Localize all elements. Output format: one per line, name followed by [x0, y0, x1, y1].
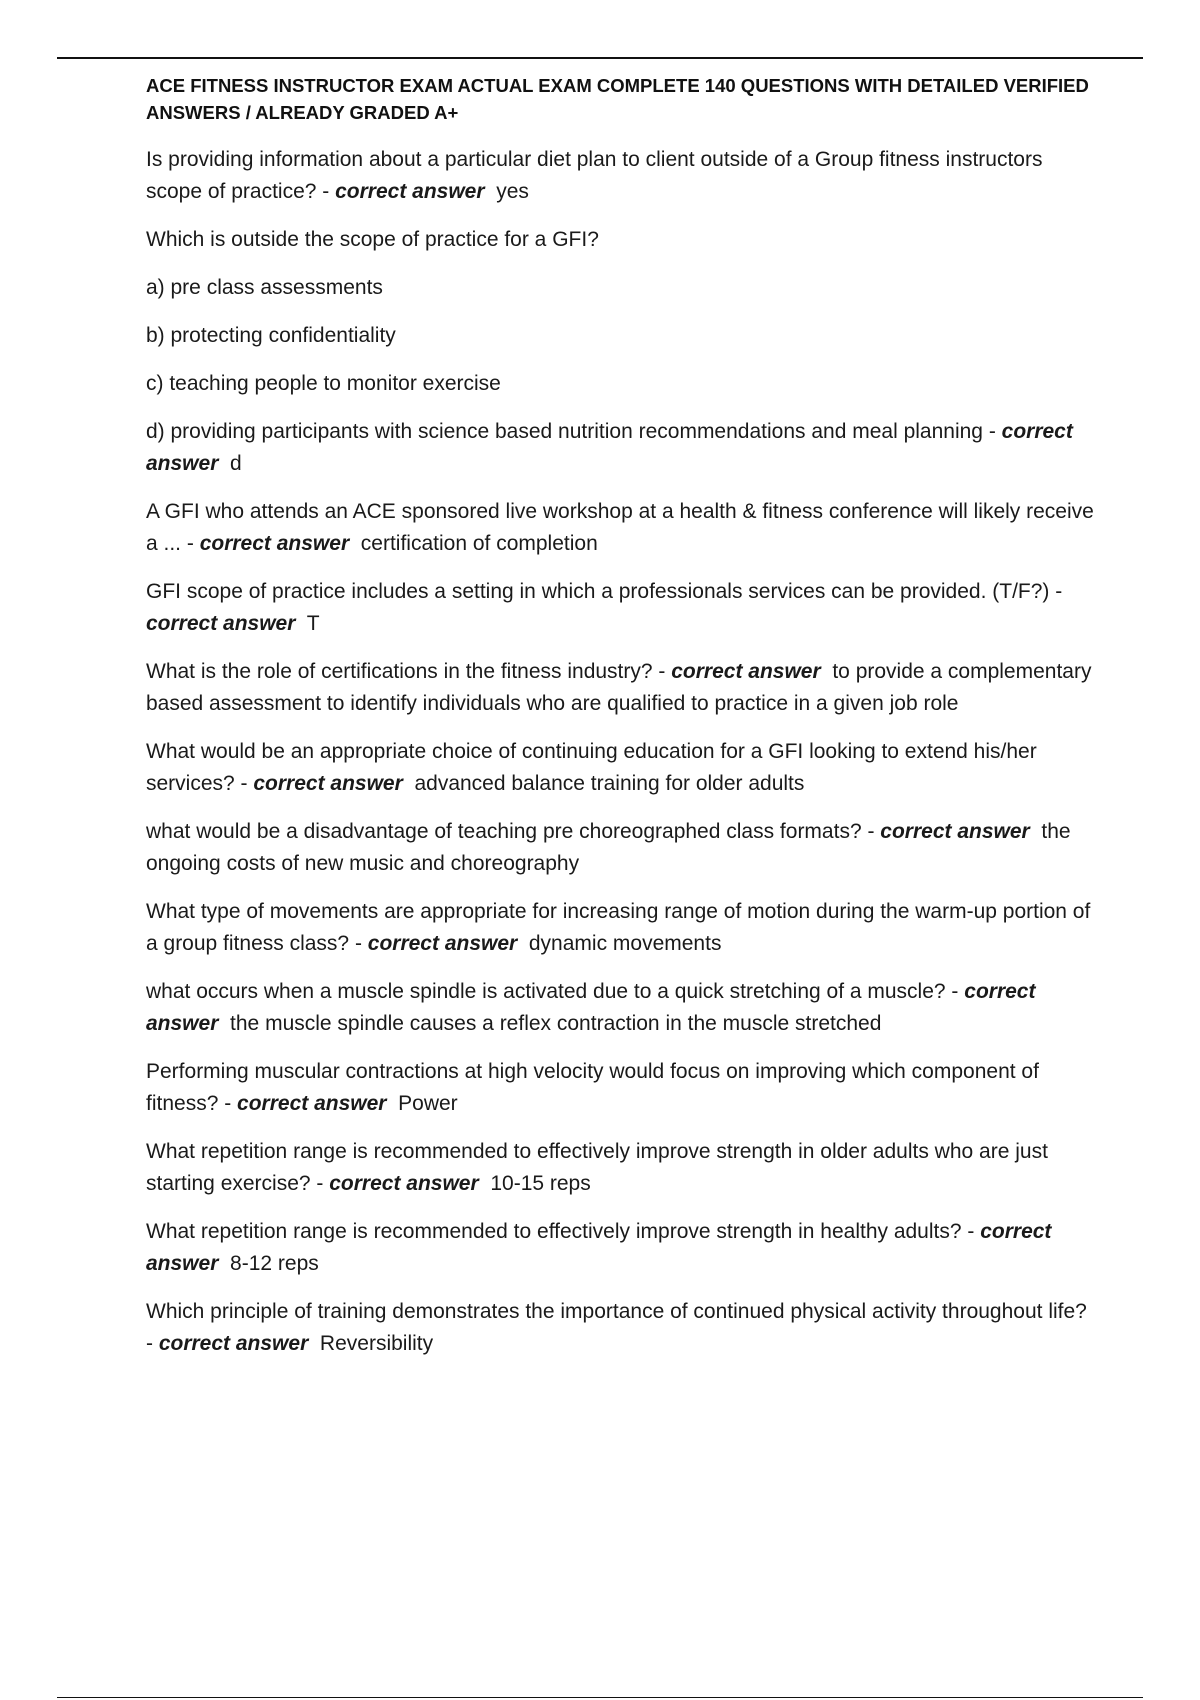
qa-entry: What would be an appropriate choice of continuing education for a GFI looking to extend his/her services? - correct answer advanced balance training for older adults [146, 740, 1037, 795]
answer-text: to provide a complementary based assessment to identify individuals who are qualified to practice in a given job role [146, 660, 1092, 715]
answer-label: correct answer [880, 820, 1030, 843]
question-text: what would be a disadvantage of teaching pre choreographed class formats? [146, 820, 862, 843]
qa-entry: what occurs when a muscle spindle is activated due to a quick stretching of a muscle? - correct answer the muscle spindle causes a reflex contraction in the muscle stretched [146, 980, 1036, 1035]
answer-text: dynamic movements [528, 932, 722, 955]
question-text: what occurs when a muscle spindle is activated due to a quick stretching of a muscle? [146, 980, 946, 1003]
qa-entry [146, 368, 1096, 400]
question-text: a) pre class assessments [146, 276, 383, 299]
qa-entry: Is providing information about a particular diet plan to client outside of a Group fitness instructors scope of practice? - correct answer yes [146, 148, 1043, 203]
question-text: What would be an appropriate choice of continuing education for a GFI looking to extend his/her services? [146, 740, 1037, 795]
qa-list [146, 144, 1096, 1360]
answer-text: 10-15 reps [490, 1172, 591, 1195]
top-rule [57, 57, 1143, 59]
question-text: Which principle of training demonstrates the importance of continued physical activity throughout life? [146, 1300, 1087, 1323]
answer-label: correct answer [146, 980, 1036, 1035]
qa-entry: Performing muscular contractions at high velocity would focus on improving which component of fitness? - correct answer Power [146, 1060, 1039, 1115]
qa-entry: A GFI who attends an ACE sponsored live workshop at a health & fitness conference will likely receive a ... - correct answer certification of completion [146, 500, 1094, 555]
qa-entry [146, 224, 1096, 256]
qa-entry: What type of movements are appropriate for increasing range of motion during the warm-up portion of a group fitness class? - correct answer dynamic movements [146, 900, 1091, 955]
document-title: ACE FITNESS INSTRUCTOR EXAM ACTUAL EXAM COMPLETE 140 QUESTIONS WITH DETAILED VERIFIED ANSWERS / ALREADY GRADED A+ [146, 75, 1089, 123]
question-text: c) teaching people to monitor exercise [146, 372, 501, 395]
answer-label: correct answer [253, 772, 403, 795]
answer-label: correct answer [146, 612, 296, 635]
qa-entry: GFI scope of practice includes a setting in which a professionals services can be provided. (T/F?) - correct answer T [146, 580, 1063, 635]
answer-text: yes [496, 180, 529, 203]
question-text: Which is outside the scope of practice for a GFI? [146, 228, 599, 251]
question-text: b) protecting confidentiality [146, 324, 396, 347]
answer-label: correct answer [146, 1220, 1052, 1275]
answer-label: correct answer [199, 532, 350, 555]
qa-entry: What is the role of certifications in the fitness industry? - correct answer to provide a complementary based assessment to identify individuals who are qualified to practice in a given job role [146, 660, 1092, 715]
document-body [146, 72, 1096, 1376]
answer-text: 8-12 reps [230, 1252, 319, 1275]
qa-entry [146, 320, 1096, 352]
qa-entry: what would be a disadvantage of teaching pre choreographed class formats? - correct answer the ongoing costs of new music and choreography [146, 820, 1071, 875]
qa-entry: d) providing participants with science based nutrition recommendations and meal planning - correct answer d [146, 420, 1073, 475]
question-text: What repetition range is recommended to effectively improve strength in older adults who are just starting exercise? [146, 1140, 1048, 1195]
question-text: Performing muscular contractions at high velocity would focus on improving which component of fitness? [146, 1060, 1039, 1115]
qa-entry [146, 272, 1096, 304]
question-text: What is the role of certifications in the fitness industry? [146, 660, 653, 683]
question-text: What repetition range is recommended to effectively improve strength in healthy adults? [146, 1220, 962, 1243]
question-text: d) providing participants with science based nutrition recommendations and meal planning [146, 420, 983, 443]
qa-entry: Which principle of training demonstrates the importance of continued physical activity throughout life? - correct answer Reversibility [146, 1300, 1087, 1355]
question-text: Is providing information about a particular diet plan to client outside of a Group fitness instructors scope of practice? [146, 148, 1043, 203]
answer-label: correct answer [237, 1092, 387, 1115]
answer-label: correct answer [146, 420, 1073, 475]
question-text: GFI scope of practice includes a setting in which a professionals services can be provided. (T/F?) [146, 580, 1050, 603]
answer-label: correct answer [367, 932, 518, 955]
question-text: What type of movements are appropriate for increasing range of motion during the warm-up portion of a group fitness class? [146, 900, 1091, 955]
answer-label: correct answer [158, 1332, 309, 1355]
bottom-rule [57, 1697, 1143, 1698]
answer-text: Reversibility [319, 1332, 434, 1355]
answer-text: advanced balance training for older adults [414, 772, 805, 795]
question-text: A GFI who attends an ACE sponsored live workshop at a health & fitness conference will likely receive a ... [146, 500, 1094, 555]
answer-text: certification of completion [360, 532, 598, 555]
answer-text: d [230, 452, 242, 475]
answer-text: T [306, 612, 320, 635]
answer-label: correct answer [329, 1172, 479, 1195]
qa-entry: What repetition range is recommended to effectively improve strength in older adults who are just starting exercise? - correct answer 10-15 reps [146, 1140, 1048, 1195]
answer-label: correct answer [671, 660, 821, 683]
answer-text: the ongoing costs of new music and choreography [146, 820, 1071, 875]
answer-text: Power [398, 1092, 458, 1115]
answer-text: the muscle spindle causes a reflex contraction in the muscle stretched [230, 1012, 882, 1035]
qa-entry: What repetition range is recommended to effectively improve strength in healthy adults? - correct answer 8-12 reps [146, 1220, 1052, 1275]
answer-label: correct answer [335, 180, 485, 203]
